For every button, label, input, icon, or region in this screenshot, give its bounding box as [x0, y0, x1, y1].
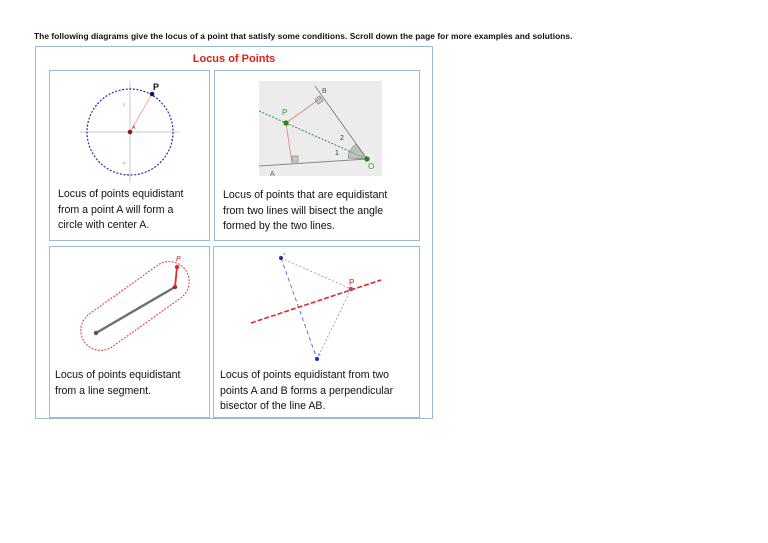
panel-line-segment [49, 246, 210, 418]
label-p: P [349, 278, 355, 287]
caption-line: circle with center A. [58, 219, 150, 232]
perpendicular-bisector [251, 280, 381, 323]
label-b: B [318, 352, 321, 357]
panel-angle-bisector [214, 70, 420, 241]
caption-line: from two lines will bisect the angle [223, 204, 384, 217]
segment-ab [281, 258, 317, 359]
panel-perpendicular-bisector [213, 246, 420, 418]
point-p [150, 92, 155, 97]
caption-line: points A and B forms a perpendicular [220, 384, 394, 397]
right-angle-mark-a [292, 156, 298, 162]
panel-circle [49, 70, 210, 241]
caption-perpendicular-bisector [220, 368, 393, 415]
caption-line: Locus of points equidistant [55, 369, 181, 381]
label-p: P [176, 256, 181, 263]
caption-line: Locus of points equidistant [58, 188, 184, 200]
caption-angle-bisector [223, 188, 387, 235]
tick-label-neg: -2 [122, 160, 126, 165]
caption-circle [58, 187, 183, 234]
point-p [349, 287, 354, 292]
tick-label-pos: 2 [123, 102, 126, 107]
label-p: P [153, 82, 160, 92]
distance-line [175, 267, 177, 287]
label-p: P [282, 108, 288, 117]
caption-line: Locus of points that are equidistant [223, 189, 388, 201]
label-b: B [322, 88, 327, 95]
label-a: A [283, 251, 286, 256]
caption-line: from a point A will form a [58, 203, 174, 216]
label-angle-1: 1 [335, 150, 339, 157]
caption-line: bisector of the line AB. [220, 400, 326, 413]
locus-capsule [73, 254, 197, 359]
point-b [315, 357, 319, 361]
point-p [175, 265, 179, 269]
label-a: A [270, 171, 275, 178]
label-a: A [132, 125, 136, 131]
point-p [283, 120, 288, 125]
caption-line-segment [55, 368, 180, 399]
caption-line: from a line segment. [55, 384, 151, 397]
segment-endpoint-a [94, 331, 98, 335]
label-angle-2: 2 [340, 135, 344, 142]
pa-line [281, 258, 351, 289]
line-segment [96, 287, 175, 333]
caption-line: Locus of points equidistant from two [220, 369, 390, 381]
point-o [364, 156, 369, 161]
figure-title: Locus of Points [192, 53, 276, 65]
intro-text: The following diagrams give the locus of a point that satisfy some conditions. Scroll down the page for more examples and solutions. [34, 31, 573, 41]
label-o: O [368, 162, 375, 171]
caption-line: formed by the two lines. [223, 220, 335, 233]
point-a [279, 256, 283, 260]
